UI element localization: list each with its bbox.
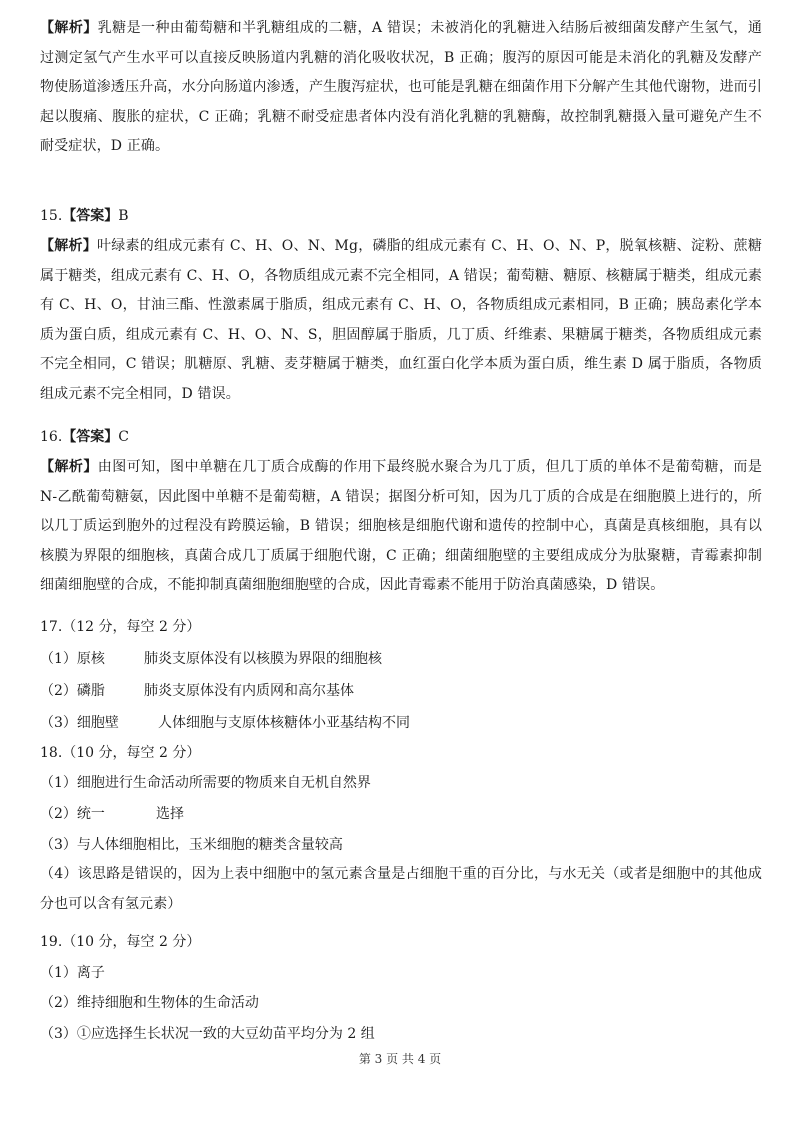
- answer-tag: 【答案】: [62, 208, 119, 224]
- q17-row: [40, 681, 354, 701]
- q16-answer-line: [40, 427, 129, 447]
- q15-answer: B: [118, 208, 129, 224]
- q19-line-1: （1）离子: [40, 965, 105, 981]
- analysis-tag: 【解析】: [40, 20, 98, 36]
- q15-analysis: [40, 232, 762, 409]
- q19-line-2: （2）维持细胞和生物体的生命活动: [40, 995, 259, 1011]
- q15-answer-line: [40, 206, 129, 226]
- q17-row-label: （3）细胞壁: [40, 715, 119, 731]
- q17-row-answer: 人体细胞与支原体核糖体小亚基结构不同: [158, 715, 410, 731]
- q15-analysis-text: 叶绿素的组成元素有 C、H、O、N、Mg，磷脂的组成元素有 C、H、O、N、P，脱氧核糖、淀粉、蔗糖属于糖类，组成元素有 C、H、O，各物质组成元素不完全相同，A 错误；葡萄糖、糖原、核糖属于糖类，组成元素有 C、H、O，甘油三酯、性激素属于脂质，组成元素有 C、H、O，各物质组成元素相同，B 正确；胰岛素化学本质为蛋白质，组成元素有 C、H、O、N、S，胆固醇属于脂质，几丁质、纤维素、果糖属于糖类，各物质组成元素不完全相同，C 错误；肌糖原、乳糖、麦芽糖属于糖类，血红蛋白化学本质为蛋白质，维生素 D 属于脂质，各物质组成元素不完全相同，D 错误。: [40, 238, 762, 402]
- q16-analysis: [40, 453, 762, 601]
- q18-line-4-text: （4）该思路是错误的，因为上表中细胞中的氢元素含量是占细胞干重的百分比，与水无关（或者是细胞中的其他成分也可以含有氢元素）: [40, 866, 762, 912]
- q17-row-label: （1）原核: [40, 651, 105, 667]
- question-number: 15.: [40, 208, 63, 224]
- q19-header: 19.（10 分，每空 2 分）: [40, 934, 201, 950]
- q17-header: 17.（12 分，每空 2 分）: [40, 619, 201, 635]
- q14-analysis-text: 乳糖是一种由葡萄糖和半乳糖组成的二糖，A 错误；未被消化的乳糖进入结肠后被细菌发酵产生氢气，通过测定氢气产生水平可以直接反映肠道内乳糖的消化吸收状况，B 正确；腹泻的原因可能是未消化的乳糖及发酵产物使肠道渗透压升高，水分向肠道内渗透，产生腹泻症状，也可能是乳糖在细菌作用下分解产生其他代谢物，进而引起以腹痛、腹胀的症状，C 正确；乳糖不耐受症患者体内没有消化乳糖的乳糖酶，故控制乳糖摄入量可避免产生不耐受症状，D 正确。: [40, 20, 762, 154]
- q19-line-3: （3）①应选择生长状况一致的大豆幼苗平均分为 2 组: [40, 1026, 375, 1042]
- page-footer: 第 3 页 共 4 页: [358, 1052, 442, 1066]
- q18-line-3: （3）与人体细胞相比，玉米细胞的糖类含量较高: [40, 837, 343, 853]
- q17-row: [40, 713, 410, 733]
- q16-answer: C: [118, 429, 129, 445]
- q18-line-2: [40, 804, 184, 824]
- q16-analysis-text: 由图可知，图中单糖在几丁质合成酶的作用下最终脱水聚合为几丁质，但几丁质的单体不是葡萄糖，而是 N-乙酰葡萄糖氨，因此图中单糖不是葡萄糖，A 错误；据图分析可知，因为几丁质的合成是在细胞膜上进行的，所以几丁质运到胞外的过程没有跨膜运输，B 错误；细胞核是细胞代谢和遗传的控制中心，真菌是真核细胞，具有以核膜为界限的细胞核，真菌合成几丁质属于细胞代谢，C 正确；细菌细胞壁的主要组成成分为肽聚糖，青霉素抑制细菌细胞壁的合成，不能抑制真菌细胞细胞壁的合成，因此青霉素不能用于防治真菌感染，D 错误。: [40, 459, 762, 593]
- q17-row-answer: 肺炎支原体没有以核膜为界限的细胞核: [144, 651, 382, 667]
- q18-line-1: （1）细胞进行生命活动所需要的物质来自无机自然界: [40, 775, 371, 791]
- analysis-tag: 【解析】: [40, 459, 98, 475]
- q18-header: 18.（10 分，每空 2 分）: [40, 745, 201, 761]
- q18-line-4: [40, 860, 762, 919]
- analysis-tag: 【解析】: [40, 238, 97, 254]
- answer-tag: 【答案】: [62, 429, 119, 445]
- q17-row: [40, 649, 382, 669]
- q17-row-label: （2）磷脂: [40, 683, 105, 699]
- q18-answer-a: （2）统一: [40, 806, 105, 822]
- question-number: 16.: [40, 429, 63, 445]
- q18-answer-b: 选择: [156, 806, 184, 822]
- q17-row-answer: 肺炎支原体没有内质网和高尔基体: [144, 683, 354, 699]
- q14-analysis: [40, 14, 762, 162]
